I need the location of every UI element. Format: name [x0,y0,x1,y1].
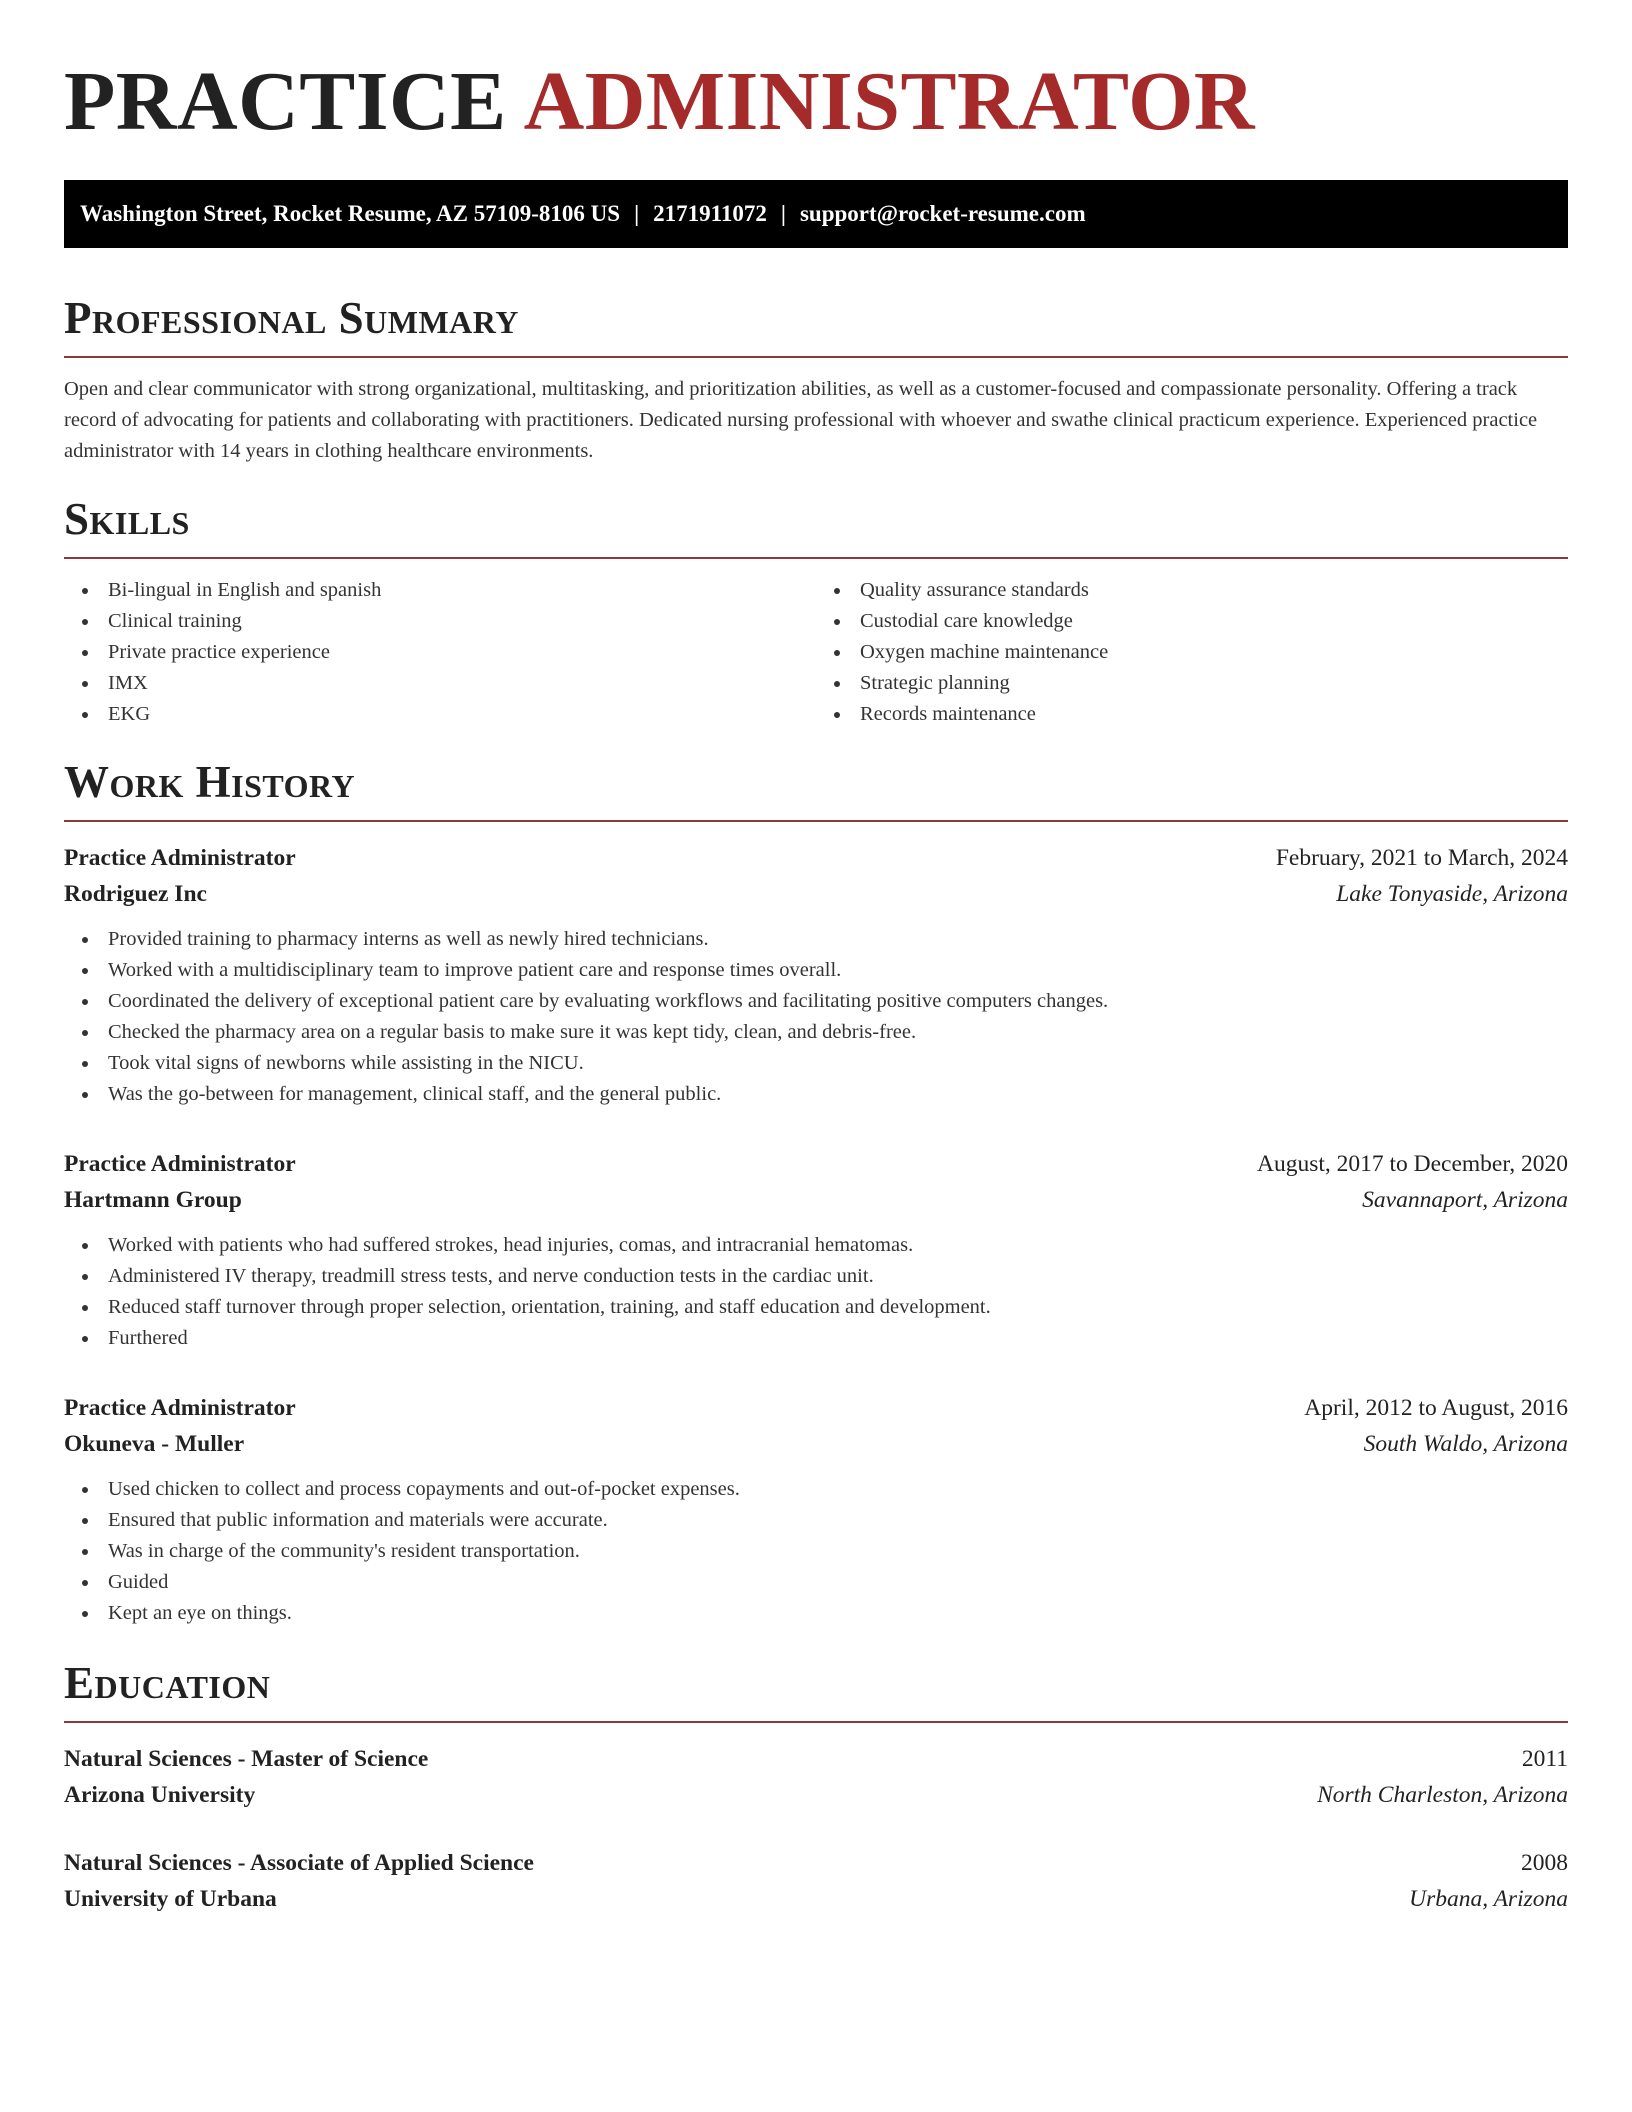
job-duties-list [64,1474,1568,1629]
education-year: 2011 [1521,1746,1568,1772]
job-dates: August, 2017 to December, 2020 [1256,1151,1568,1177]
contact-email: support@rocket-resume.com [799,201,1086,226]
name-first: PRACTICE [64,55,507,148]
job-header-row [64,1146,1568,1182]
skill-item: Clinical training [64,606,816,637]
education-degree-row [64,1845,1568,1881]
job-entry [64,1146,1568,1354]
summary-text: Open and clear communicator with strong organizational, multitasking, and prioritization abilities, as well as a customer-focused and compassionate personality. Offering a track record of advocating for patients and collaborating with practitioners. Dedicated nursing professional with whoever and swathe clinical practicum experience. Experienced practice administrator with 14 years in clothing healthcare environments. [64,378,1538,462]
job-duty: Coordinated the delivery of exceptional patient care by evaluating workflows and facilitating positive computers changes. [64,986,1568,1017]
job-entry [64,1390,1568,1629]
education-section [64,1657,1568,1917]
job-company: Hartmann Group [64,1187,242,1213]
education-degree: Natural Sciences - Master of Science [64,1746,429,1772]
job-dates: February, 2021 to March, 2024 [1275,845,1568,871]
job-location: Savannaport, Arizona [1362,1187,1568,1213]
skill-item: Quality assurance standards [816,575,1568,606]
skill-item: Records maintenance [816,699,1568,730]
job-dates: April, 2012 to August, 2016 [1304,1395,1568,1421]
job-entry [64,840,1568,1110]
education-degree: Natural Sciences - Associate of Applied Science [64,1850,534,1876]
job-duty: Was the go-between for management, clinical staff, and the general public. [64,1079,1568,1110]
skills-column-left [64,575,816,730]
job-duty: Reduced staff turnover through proper selection, orientation, training, and staff education and development. [64,1292,1568,1323]
job-company: Okuneva - Muller [64,1431,245,1457]
work-history-heading: Work History [64,757,356,807]
contact-separator: | [634,201,640,226]
education-school-row [64,1777,1568,1813]
education-school-row [64,1881,1568,1917]
skill-item: Custodial care knowledge [816,606,1568,637]
skill-item: Oxygen machine maintenance [816,637,1568,668]
skill-item: EKG [64,699,816,730]
job-title: Practice Administrator [64,1151,296,1177]
job-duty: Furthered [64,1323,1568,1354]
job-duty: Ensured that public information and materials were accurate. [64,1505,1568,1536]
contact-phone: 2171911072 [653,201,767,226]
section-divider [64,356,1568,358]
job-title: Practice Administrator [64,845,296,871]
resume-name [64,52,1568,152]
education-degree-row [64,1741,1568,1777]
education-school: Arizona University [64,1782,256,1808]
skill-item: Private practice experience [64,637,816,668]
skill-item: Bi-lingual in English and spanish [64,575,816,606]
job-duty: Administered IV therapy, treadmill stress tests, and nerve conduction tests in the cardiac unit. [64,1261,1568,1292]
education-entry [64,1741,1568,1813]
skill-item: IMX [64,668,816,699]
contact-separator: | [780,201,786,226]
job-duty: Kept an eye on things. [64,1598,1568,1629]
education-school: University of Urbana [64,1886,277,1912]
job-company: Rodriguez Inc [64,881,207,907]
contact-bar [64,180,1568,248]
education-location: Urbana, Arizona [1409,1886,1568,1912]
skills-list-right [816,575,1568,730]
summary-section [64,292,1568,467]
job-duty: Guided [64,1567,1568,1598]
section-divider [64,820,1568,822]
job-header-row [64,1390,1568,1426]
job-location: South Waldo, Arizona [1363,1431,1568,1457]
job-header-row [64,840,1568,876]
education-year: 2008 [1521,1850,1568,1876]
skills-grid [64,575,1568,730]
summary-heading: Professional Summary [64,293,519,343]
work-history-section [64,756,1568,1629]
education-location: North Charleston, Arizona [1317,1782,1568,1808]
job-title: Practice Administrator [64,1395,296,1421]
skill-item: Strategic planning [816,668,1568,699]
skills-heading: Skills [64,494,190,544]
job-duties-list [64,924,1568,1110]
job-duty: Used chicken to collect and process copayments and out-of-pocket expenses. [64,1474,1568,1505]
section-divider [64,1721,1568,1723]
education-heading: Education [64,1658,271,1708]
section-divider [64,557,1568,559]
job-duty: Worked with patients who had suffered strokes, head injuries, comas, and intracranial hematomas. [64,1230,1568,1261]
skills-column-right [816,575,1568,730]
job-duty: Worked with a multidisciplinary team to improve patient care and response times overall. [64,955,1568,986]
job-company-row [64,1426,1568,1462]
job-company-row [64,876,1568,912]
job-duty: Provided training to pharmacy interns as well as newly hired technicians. [64,924,1568,955]
contact-address: Washington Street, Rocket Resume, AZ 57109-8106 US [80,201,621,226]
job-duties-list [64,1230,1568,1354]
skills-list-left [64,575,816,730]
skills-section [64,493,1568,730]
job-duty: Checked the pharmacy area on a regular basis to make sure it was kept tidy, clean, and debris-free. [64,1017,1568,1048]
job-location: Lake Tonyaside, Arizona [1336,881,1568,907]
name-last: ADMINISTRATOR [523,55,1256,148]
job-company-row [64,1182,1568,1218]
job-duty: Was in charge of the community's resident transportation. [64,1536,1568,1567]
job-duty: Took vital signs of newborns while assisting in the NICU. [64,1048,1568,1079]
education-entry [64,1845,1568,1917]
